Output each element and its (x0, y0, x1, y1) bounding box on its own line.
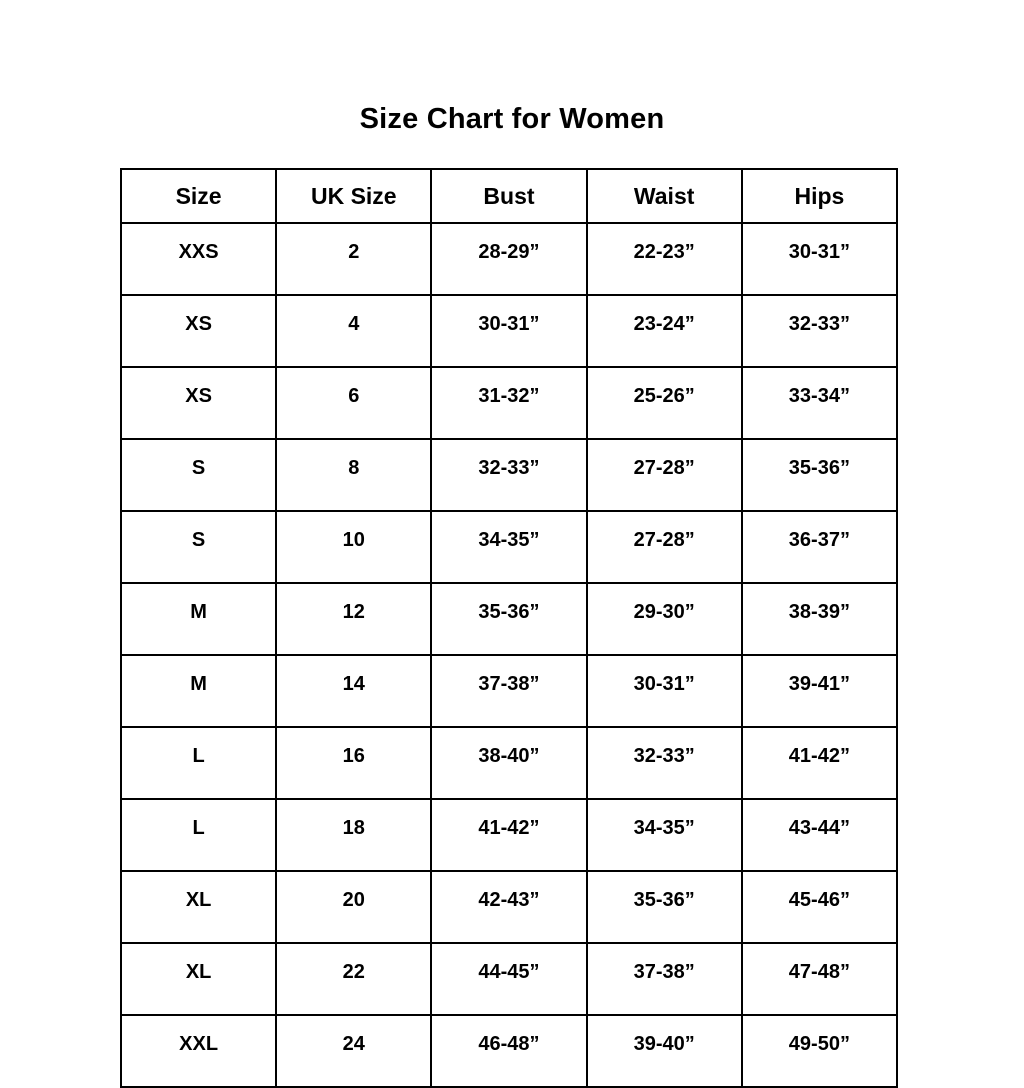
cell-waist: 25-26” (587, 367, 742, 439)
cell-size: XXL (121, 1015, 276, 1087)
cell-bust: 46-48” (431, 1015, 586, 1087)
cell-hips: 36-37” (742, 511, 897, 583)
cell-hips: 47-48” (742, 943, 897, 1015)
cell-bust: 32-33” (431, 439, 586, 511)
cell-bust: 42-43” (431, 871, 586, 943)
cell-bust: 35-36” (431, 583, 586, 655)
column-header-hips: Hips (742, 169, 897, 223)
cell-bust: 38-40” (431, 727, 586, 799)
cell-uk-size: 12 (276, 583, 431, 655)
cell-uk-size: 8 (276, 439, 431, 511)
cell-hips: 32-33” (742, 295, 897, 367)
cell-uk-size: 6 (276, 367, 431, 439)
table-row (121, 295, 897, 367)
cell-waist: 27-28” (587, 439, 742, 511)
cell-uk-size: 18 (276, 799, 431, 871)
cell-hips: 43-44” (742, 799, 897, 871)
column-header-bust: Bust (431, 169, 586, 223)
cell-hips: 33-34” (742, 367, 897, 439)
cell-size: XL (121, 871, 276, 943)
cell-size: XXS (121, 223, 276, 295)
cell-size: L (121, 799, 276, 871)
table-header-row (121, 169, 897, 223)
cell-size: L (121, 727, 276, 799)
cell-uk-size: 20 (276, 871, 431, 943)
cell-uk-size: 10 (276, 511, 431, 583)
column-header-uk-size: UK Size (276, 169, 431, 223)
cell-waist: 30-31” (587, 655, 742, 727)
cell-bust: 30-31” (431, 295, 586, 367)
table-row (121, 511, 897, 583)
cell-waist: 27-28” (587, 511, 742, 583)
column-header-waist: Waist (587, 169, 742, 223)
cell-bust: 31-32” (431, 367, 586, 439)
table-row (121, 799, 897, 871)
cell-size: XS (121, 295, 276, 367)
cell-hips: 45-46” (742, 871, 897, 943)
table-row (121, 583, 897, 655)
cell-waist: 34-35” (587, 799, 742, 871)
cell-size: XS (121, 367, 276, 439)
cell-size: M (121, 655, 276, 727)
cell-hips: 38-39” (742, 583, 897, 655)
table-header (121, 169, 897, 223)
cell-waist: 37-38” (587, 943, 742, 1015)
cell-uk-size: 16 (276, 727, 431, 799)
cell-bust: 28-29” (431, 223, 586, 295)
cell-waist: 23-24” (587, 295, 742, 367)
cell-bust: 44-45” (431, 943, 586, 1015)
table-row (121, 223, 897, 295)
cell-uk-size: 4 (276, 295, 431, 367)
cell-hips: 49-50” (742, 1015, 897, 1087)
cell-waist: 39-40” (587, 1015, 742, 1087)
cell-bust: 34-35” (431, 511, 586, 583)
cell-hips: 39-41” (742, 655, 897, 727)
table-body (121, 223, 897, 1087)
cell-waist: 32-33” (587, 727, 742, 799)
size-chart-table (120, 168, 898, 1088)
cell-hips: 35-36” (742, 439, 897, 511)
cell-hips: 41-42” (742, 727, 897, 799)
table-row (121, 1015, 897, 1087)
cell-size: S (121, 439, 276, 511)
table-row (121, 943, 897, 1015)
cell-uk-size: 22 (276, 943, 431, 1015)
cell-uk-size: 2 (276, 223, 431, 295)
cell-size: XL (121, 943, 276, 1015)
table-row (121, 367, 897, 439)
cell-waist: 22-23” (587, 223, 742, 295)
table-row (121, 655, 897, 727)
cell-size: M (121, 583, 276, 655)
cell-bust: 41-42” (431, 799, 586, 871)
column-header-size: Size (121, 169, 276, 223)
cell-uk-size: 14 (276, 655, 431, 727)
table-row (121, 439, 897, 511)
cell-waist: 35-36” (587, 871, 742, 943)
table-row (121, 727, 897, 799)
page-title: Size Chart for Women (359, 103, 665, 135)
table-row (121, 871, 897, 943)
cell-bust: 37-38” (431, 655, 586, 727)
cell-size: S (121, 511, 276, 583)
cell-hips: 30-31” (742, 223, 897, 295)
cell-waist: 29-30” (587, 583, 742, 655)
cell-uk-size: 24 (276, 1015, 431, 1087)
